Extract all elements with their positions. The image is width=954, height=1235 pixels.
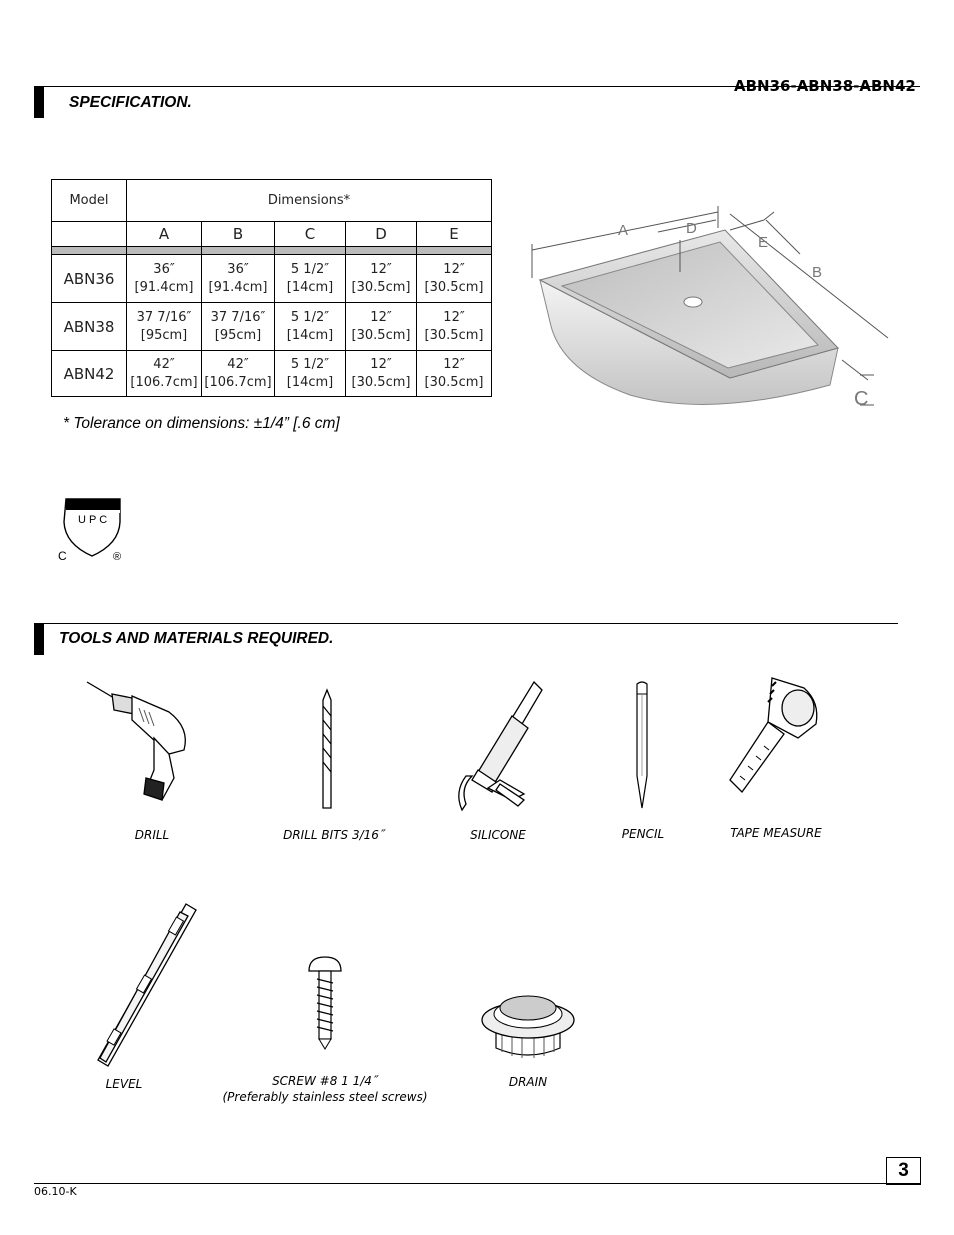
tool-label-tape-measure: TAPE MEASURE [730,826,822,840]
dim-cell: 5 1/2″ [14cm] [275,303,346,351]
tool-label-drain: DRAIN [508,1075,548,1089]
document-code: 06.10-K [34,1185,77,1198]
dim-cell: 12″ [30.5cm] [346,351,417,397]
dim-cell: 42″ [106.7cm] [202,351,275,397]
section-title-specification: SPECIFICATION. [69,94,192,111]
drill-bit-icon [319,688,335,812]
column-header: A [127,222,202,247]
tool-label-silicone: SILICONE [470,828,526,842]
dim-cell: 12″ [30.5cm] [417,255,492,303]
table-row [52,255,492,303]
tool-label-drill-bits: DRILL BITS 3/16˝ [283,828,385,842]
dim-cell: 36″ [91.4cm] [202,255,275,303]
dim-cell: 5 1/2″ [14cm] [275,255,346,303]
dim-cell: 42″ [106.7cm] [127,351,202,397]
svg-text:U P C: U P C [78,514,108,526]
dim-label-d: D [686,220,697,237]
section-marker [34,87,44,118]
dim-cell: 12″ [30.5cm] [346,255,417,303]
tool-sublabel-screw: (Preferably stainless steel screws) [222,1090,428,1104]
table-row [52,303,492,351]
dim-cell: 12″ [30.5cm] [417,351,492,397]
dim-cell: 36″ [91.4cm] [127,255,202,303]
dim-label-b: B [812,264,823,281]
level-icon [94,902,200,1068]
upc-certification-icon [56,496,128,564]
svg-text:C: C [58,549,67,563]
tape-measure-icon [728,672,824,796]
section-title-tools: TOOLS AND MATERIALS REQUIRED. [59,630,334,647]
table-row [52,351,492,397]
column-header: D [346,222,417,247]
drill-icon [84,678,194,806]
grey-divider-row [52,247,492,255]
caulk-gun-icon [452,680,550,820]
dim-label-a: A [618,222,629,239]
svg-text:®: ® [113,551,122,563]
dimensions-header: Dimensions* [127,180,492,222]
tools-rule [34,623,898,624]
model-cell: ABN38 [52,303,127,351]
tool-label-level: LEVEL [105,1077,143,1091]
tool-label-drill: DRILL [134,828,170,842]
footer-rule [34,1183,920,1184]
tool-label-pencil: PENCIL [621,827,665,841]
blank-cell [52,222,127,247]
pencil-icon [634,680,650,810]
column-header: E [417,222,492,247]
column-header: B [202,222,275,247]
drain-icon [478,986,578,1062]
section-marker [34,624,44,655]
spec-table [51,179,492,397]
dim-cell: 12″ [30.5cm] [346,303,417,351]
screw-icon [305,955,345,1051]
dim-cell: 37 7/16″ [95cm] [127,303,202,351]
model-header: Model [52,180,127,222]
dim-cell: 37 7/16″ [95cm] [202,303,275,351]
column-header: C [275,222,346,247]
dim-label-e: E [758,234,769,251]
dim-cell: 12″ [30.5cm] [417,303,492,351]
shower-base-diagram [520,200,900,430]
page-number: 3 [886,1157,921,1185]
model-cell: ABN36 [52,255,127,303]
dim-cell: 5 1/2″ [14cm] [275,351,346,397]
tool-label-screw: SCREW #8 1 1/4˝ [272,1074,378,1088]
model-cell: ABN42 [52,351,127,397]
model-numbers: ABN36-ABN38-ABN42 [734,77,916,95]
tolerance-note: * Tolerance on dimensions: ±1/4” [.6 cm] [63,415,340,432]
dim-label-c: C [854,388,869,410]
